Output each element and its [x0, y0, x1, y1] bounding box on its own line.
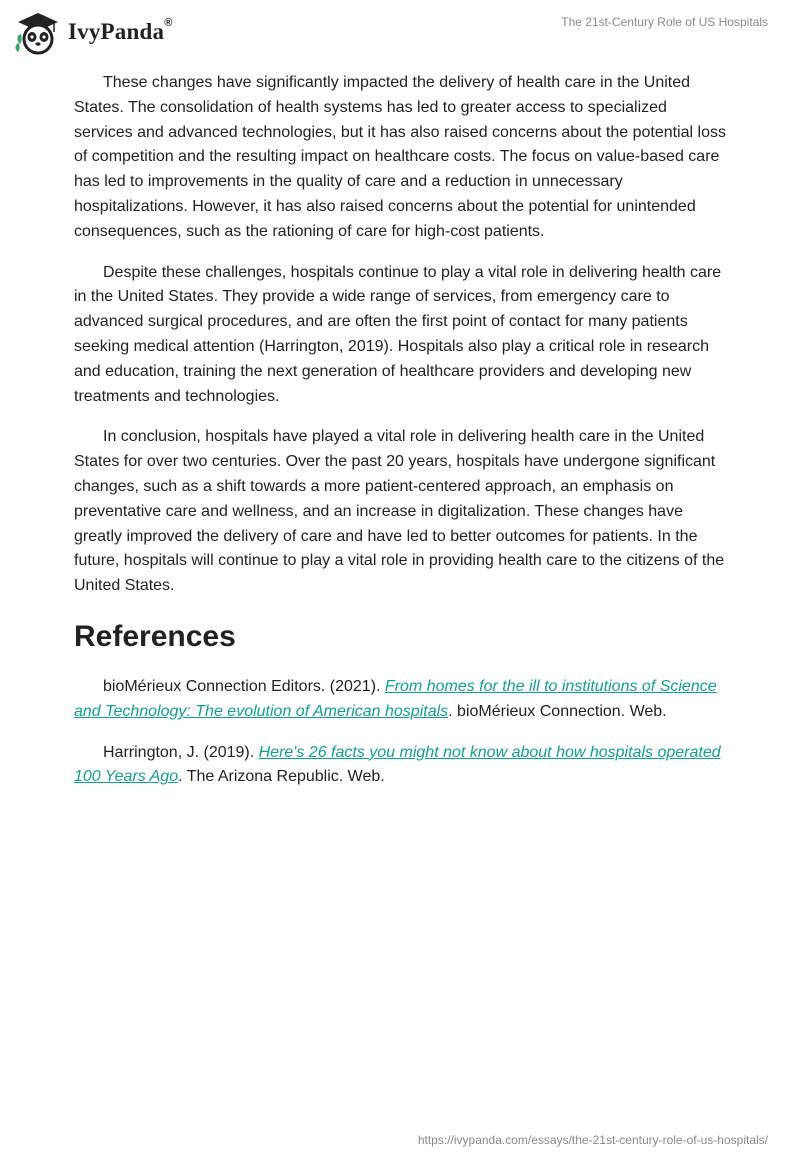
- reference-link[interactable]: From homes for the ill to institutions of Science and Technology: The evolution of American hospitals: [74, 677, 717, 720]
- reference-prefix: Harrington, J. (2019).: [103, 743, 259, 761]
- reference-item: [74, 741, 726, 791]
- page-header: [0, 0, 800, 64]
- reference-prefix: bioMérieux Connection Editors. (2021).: [103, 677, 385, 695]
- references-heading: References: [74, 619, 236, 653]
- panda-logo-icon: [14, 8, 62, 56]
- document-title: The 21st-Century Role of US Hospitals: [561, 15, 768, 29]
- body-paragraph: These changes have significantly impacted the delivery of health care in the United States. The consolidation of health systems has led to greater access to specialized services and advanced technologies, but it has also raised concerns about the potential loss of competition and the resulting impact on healthcare costs. The focus on value-based care has led to improvements in the quality of care and a reduction in unnecessary hospitalizations. However, it has also raised concerns about the potential for unintended consequences, such as the rationing of care for high-cost patients.: [74, 74, 726, 240]
- logo-text: IvyPanda®: [68, 17, 173, 44]
- footer-url[interactable]: https://ivypanda.com/essays/the-21st-century-role-of-us-hospitals/: [417, 1133, 768, 1147]
- ivypanda-logo[interactable]: [14, 8, 173, 56]
- reference-suffix: . bioMérieux Connection. Web.: [448, 702, 667, 720]
- essay-content: [74, 71, 726, 806]
- reference-item: [74, 675, 726, 725]
- reference-link[interactable]: Here's 26 facts you might not know about how hospitals operated 100 Years Ago: [74, 743, 721, 786]
- body-paragraph: In conclusion, hospitals have played a vital role in delivering health care in the United States for over two centuries. Over the past 20 years, hospitals have undergone significant changes, such as a shift towards a more patient-centered approach, an emphasis on preventative care and wellness, and an increase in digitalization. These changes have greatly improved the delivery of care and have led to better outcomes for patients. In the future, hospitals will continue to play a vital role in providing health care to the citizens of the United States.: [74, 428, 725, 595]
- reference-suffix: . The Arizona Republic. Web.: [178, 768, 385, 786]
- body-paragraph: Despite these challenges, hospitals continue to play a vital role in delivering health care in the United States. They provide a wide range of services, from emergency care to advanced surgical procedures, and are often the first point of contact for many patients seeking medical attention (Harrington, 2019). Hospitals also play a critical role in research and education, training the next generation of healthcare providers and developing new treatments and technologies.: [74, 263, 722, 405]
